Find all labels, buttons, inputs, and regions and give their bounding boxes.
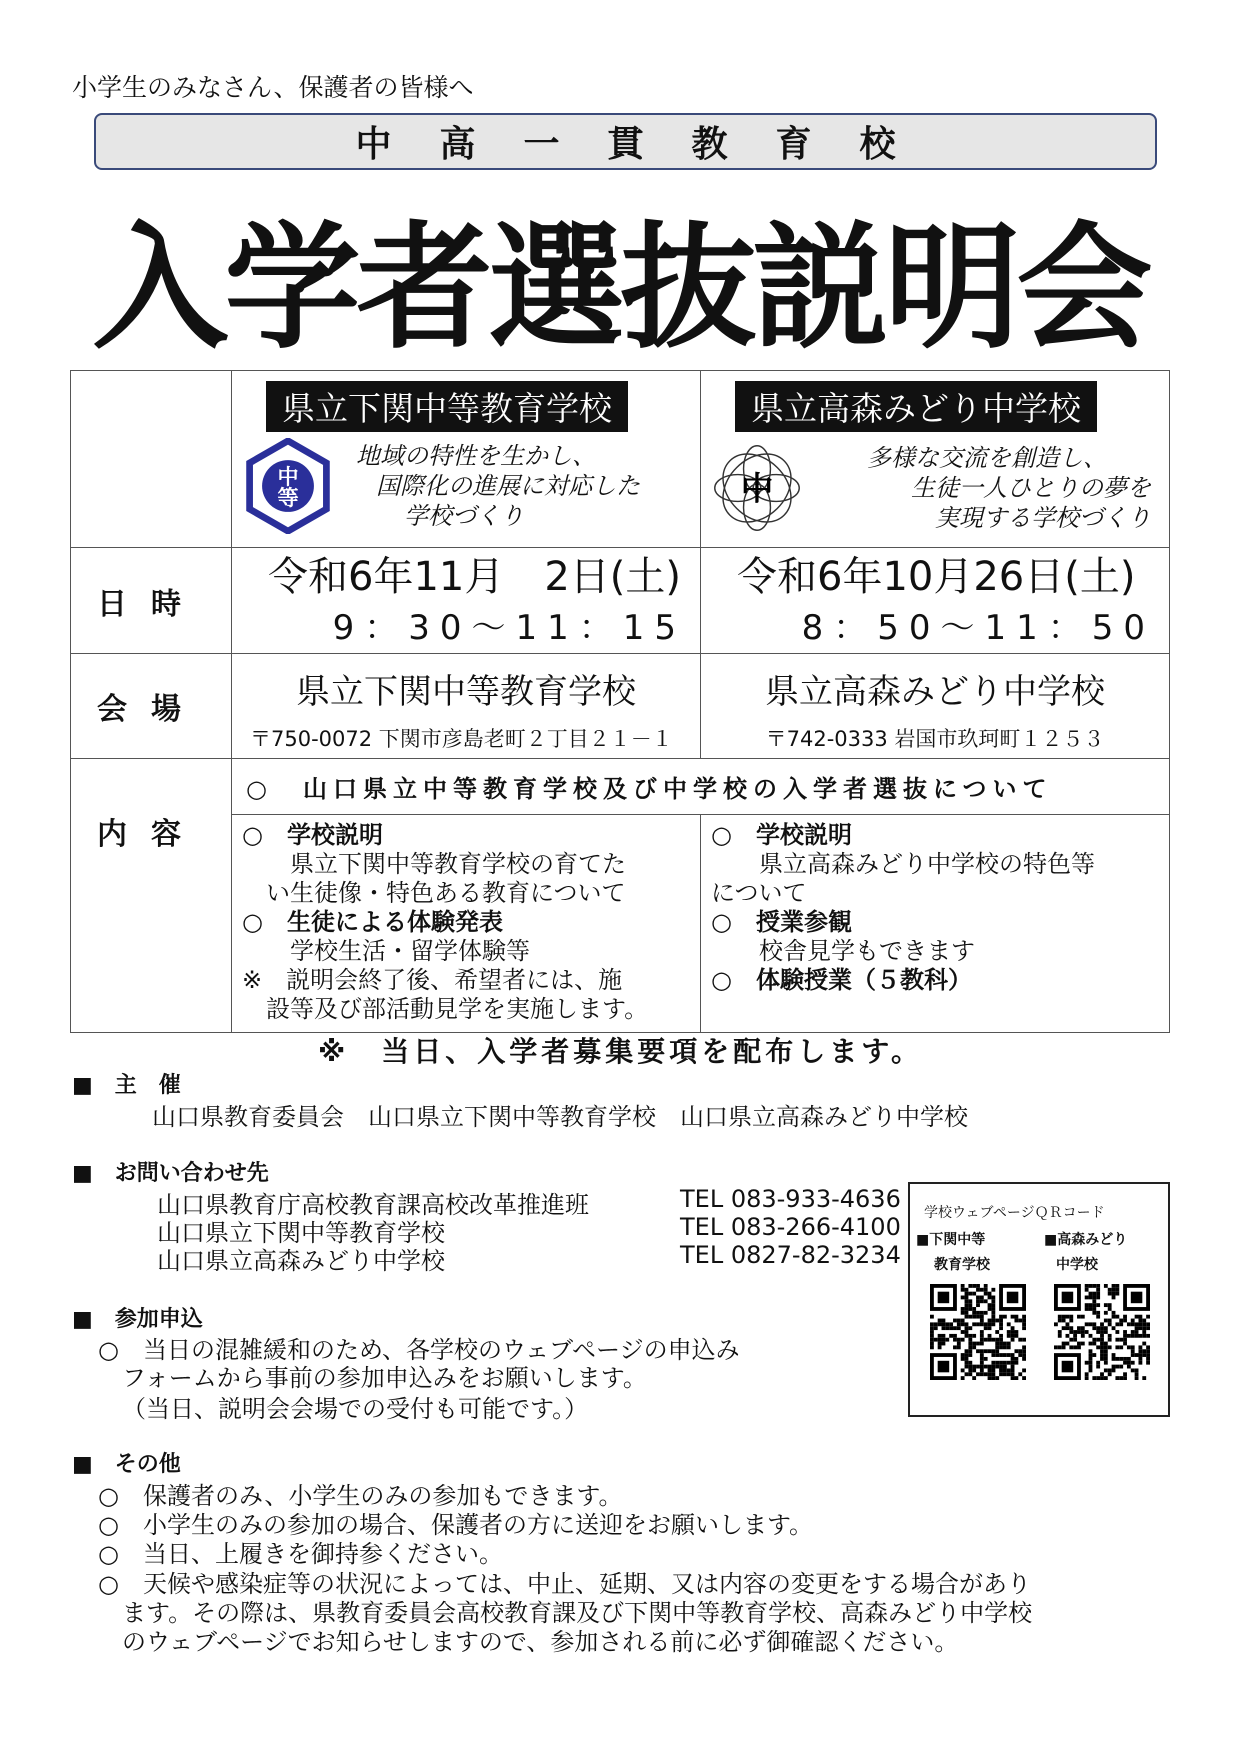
qr-label: 教育学校 <box>934 1257 990 1273</box>
event-date: 令和6年10月26日(土) <box>737 554 1136 600</box>
content-line: 県立下関中等教育学校の育てた <box>242 850 626 878</box>
event-date: 令和6年11月 2日(土) <box>268 554 682 600</box>
label-datetime: 日時 <box>71 548 232 654</box>
qr-code-takamori[interactable] <box>1054 1284 1150 1380</box>
school-cell-2 <box>701 371 1170 548</box>
apply-heading: ■ 参加申込 <box>72 1307 203 1332</box>
motto-line: 国際化の進展に対応した <box>376 472 640 500</box>
svg-text:等: 等 <box>277 485 299 511</box>
content-heading: ○ 生徒による体験発表 <box>242 908 503 936</box>
apply-line: フォームから事前の参加申込みをお願いします。 <box>98 1364 647 1392</box>
empty-cell <box>71 371 232 548</box>
venue-address: 〒742-0333 岩国市玖珂町１２５３ <box>765 727 1105 751</box>
content-line: ※ 説明会終了後、希望者には、施 <box>242 966 623 994</box>
other-line: ○ 天候や感染症等の状況によっては、中止、延期、又は内容の変更をする場合があり <box>98 1570 1031 1598</box>
motto-line: 地域の特性を生かし、 <box>356 442 596 470</box>
motto-line: 多様な交流を創造し、 <box>867 444 1107 472</box>
other-heading: ■ その他 <box>72 1452 181 1477</box>
content-common: ○ 山口県立中等教育学校及び中学校の入学者選抜について <box>232 759 1170 815</box>
apply-line: （当日、説明会会場での受付も可能です。） <box>110 1395 589 1423</box>
content-line: い生徒像・特色ある教育について <box>242 879 626 907</box>
content-heading: ○ 体験授業（５教科） <box>711 966 972 994</box>
content-right <box>701 815 1170 1033</box>
content-line: 設等及び部活動見学を実施します。 <box>242 995 649 1023</box>
qr-code-shimonoseki[interactable] <box>930 1284 1026 1380</box>
venue-name: 県立高森みどり中学校 <box>765 672 1105 712</box>
page-title: 入学者選抜説明会 <box>92 210 1149 368</box>
banner <box>94 113 1157 170</box>
contact-name: 山口県立下関中等教育学校 <box>157 1219 445 1247</box>
greeting: 小学生のみなさん、保護者の皆様へ <box>72 73 474 102</box>
other-line: のウェブページでお知らせしますので、参加される前に必ず御確認ください。 <box>98 1628 959 1656</box>
event-time: 9：30〜11：15 <box>332 608 686 648</box>
content-line: 学校生活・留学体験等 <box>242 937 530 965</box>
contact-name: 山口県教育庁高校教育課高校改革推進班 <box>157 1191 589 1219</box>
school-name: 県立高森みどり中学校 <box>735 381 1097 432</box>
school-cell-1 <box>232 371 701 548</box>
contact-tel: TEL 083-266-4100 <box>680 1213 901 1241</box>
content-left <box>232 815 701 1033</box>
label-venue: 会場 <box>71 654 232 759</box>
other-line: ○ 小学生のみの参加の場合、保護者の方に送迎をお願いします。 <box>98 1511 814 1539</box>
content-heading: ○ 授業参観 <box>711 908 852 936</box>
contact-heading: ■ お問い合わせ先 <box>72 1161 269 1186</box>
other-line: ○ 当日、上履きを御持参ください。 <box>98 1540 503 1568</box>
motto-line: 実現する学校づくり <box>935 504 1151 532</box>
motto-line: 生徒一人ひとりの夢を <box>911 474 1151 502</box>
content-heading: ○ 学校説明 <box>242 821 383 849</box>
contact-tel: TEL 0827-82-3234 <box>680 1241 901 1269</box>
content-line: 校舎見学もできます <box>711 937 975 965</box>
organizer-text: 山口県教育委員会 山口県立下関中等教育学校 山口県立高森みどり中学校 <box>152 1103 968 1131</box>
qr-title: 学校ウェブページＱＲコード <box>924 1205 1105 1221</box>
organizer-heading: ■ 主 催 <box>72 1073 181 1098</box>
contact-name: 山口県立高森みどり中学校 <box>157 1247 445 1275</box>
banner-text: 中高一貫教育校 <box>355 124 944 165</box>
qr-label: ■高森みどり <box>1044 1232 1128 1248</box>
content-heading: ○ 学校説明 <box>711 821 852 849</box>
svg-text:中: 中 <box>740 469 774 508</box>
school-name: 県立下関中等教育学校 <box>266 381 628 432</box>
qr-box <box>908 1182 1170 1417</box>
qr-label: 中学校 <box>1056 1257 1098 1273</box>
content-line: 県立高森みどり中学校の特色等 <box>711 850 1095 878</box>
takamori-logo-icon <box>709 438 805 538</box>
contact-tel: TEL 083-933-4636 <box>680 1185 901 1213</box>
motto-line: 学校づくり <box>404 502 524 530</box>
info-table <box>70 370 1170 1033</box>
distribution-note: ※ 当日、入学者募集要項を配布します。 <box>318 1035 923 1068</box>
apply-line: ○ 当日の混雑緩和のため、各学校のウェブページの申込み <box>98 1336 740 1364</box>
venue-address: 〒750-0072 下関市彦島老町２丁目２１－１ <box>250 727 673 751</box>
svg-text:中: 中 <box>277 464 299 490</box>
qr-label: ■下関中等 <box>916 1232 986 1248</box>
content-line: について <box>711 879 807 907</box>
other-line: ○ 保護者のみ、小学生のみの参加もできます。 <box>98 1482 623 1510</box>
venue-name: 県立下関中等教育学校 <box>296 672 636 712</box>
label-content: 内容 <box>71 759 232 1033</box>
event-time: 8：50〜11：50 <box>801 608 1155 648</box>
other-line: ます。その際は、県教育委員会高校教育課及び下関中等教育学校、高森みどり中学校 <box>98 1599 1033 1627</box>
